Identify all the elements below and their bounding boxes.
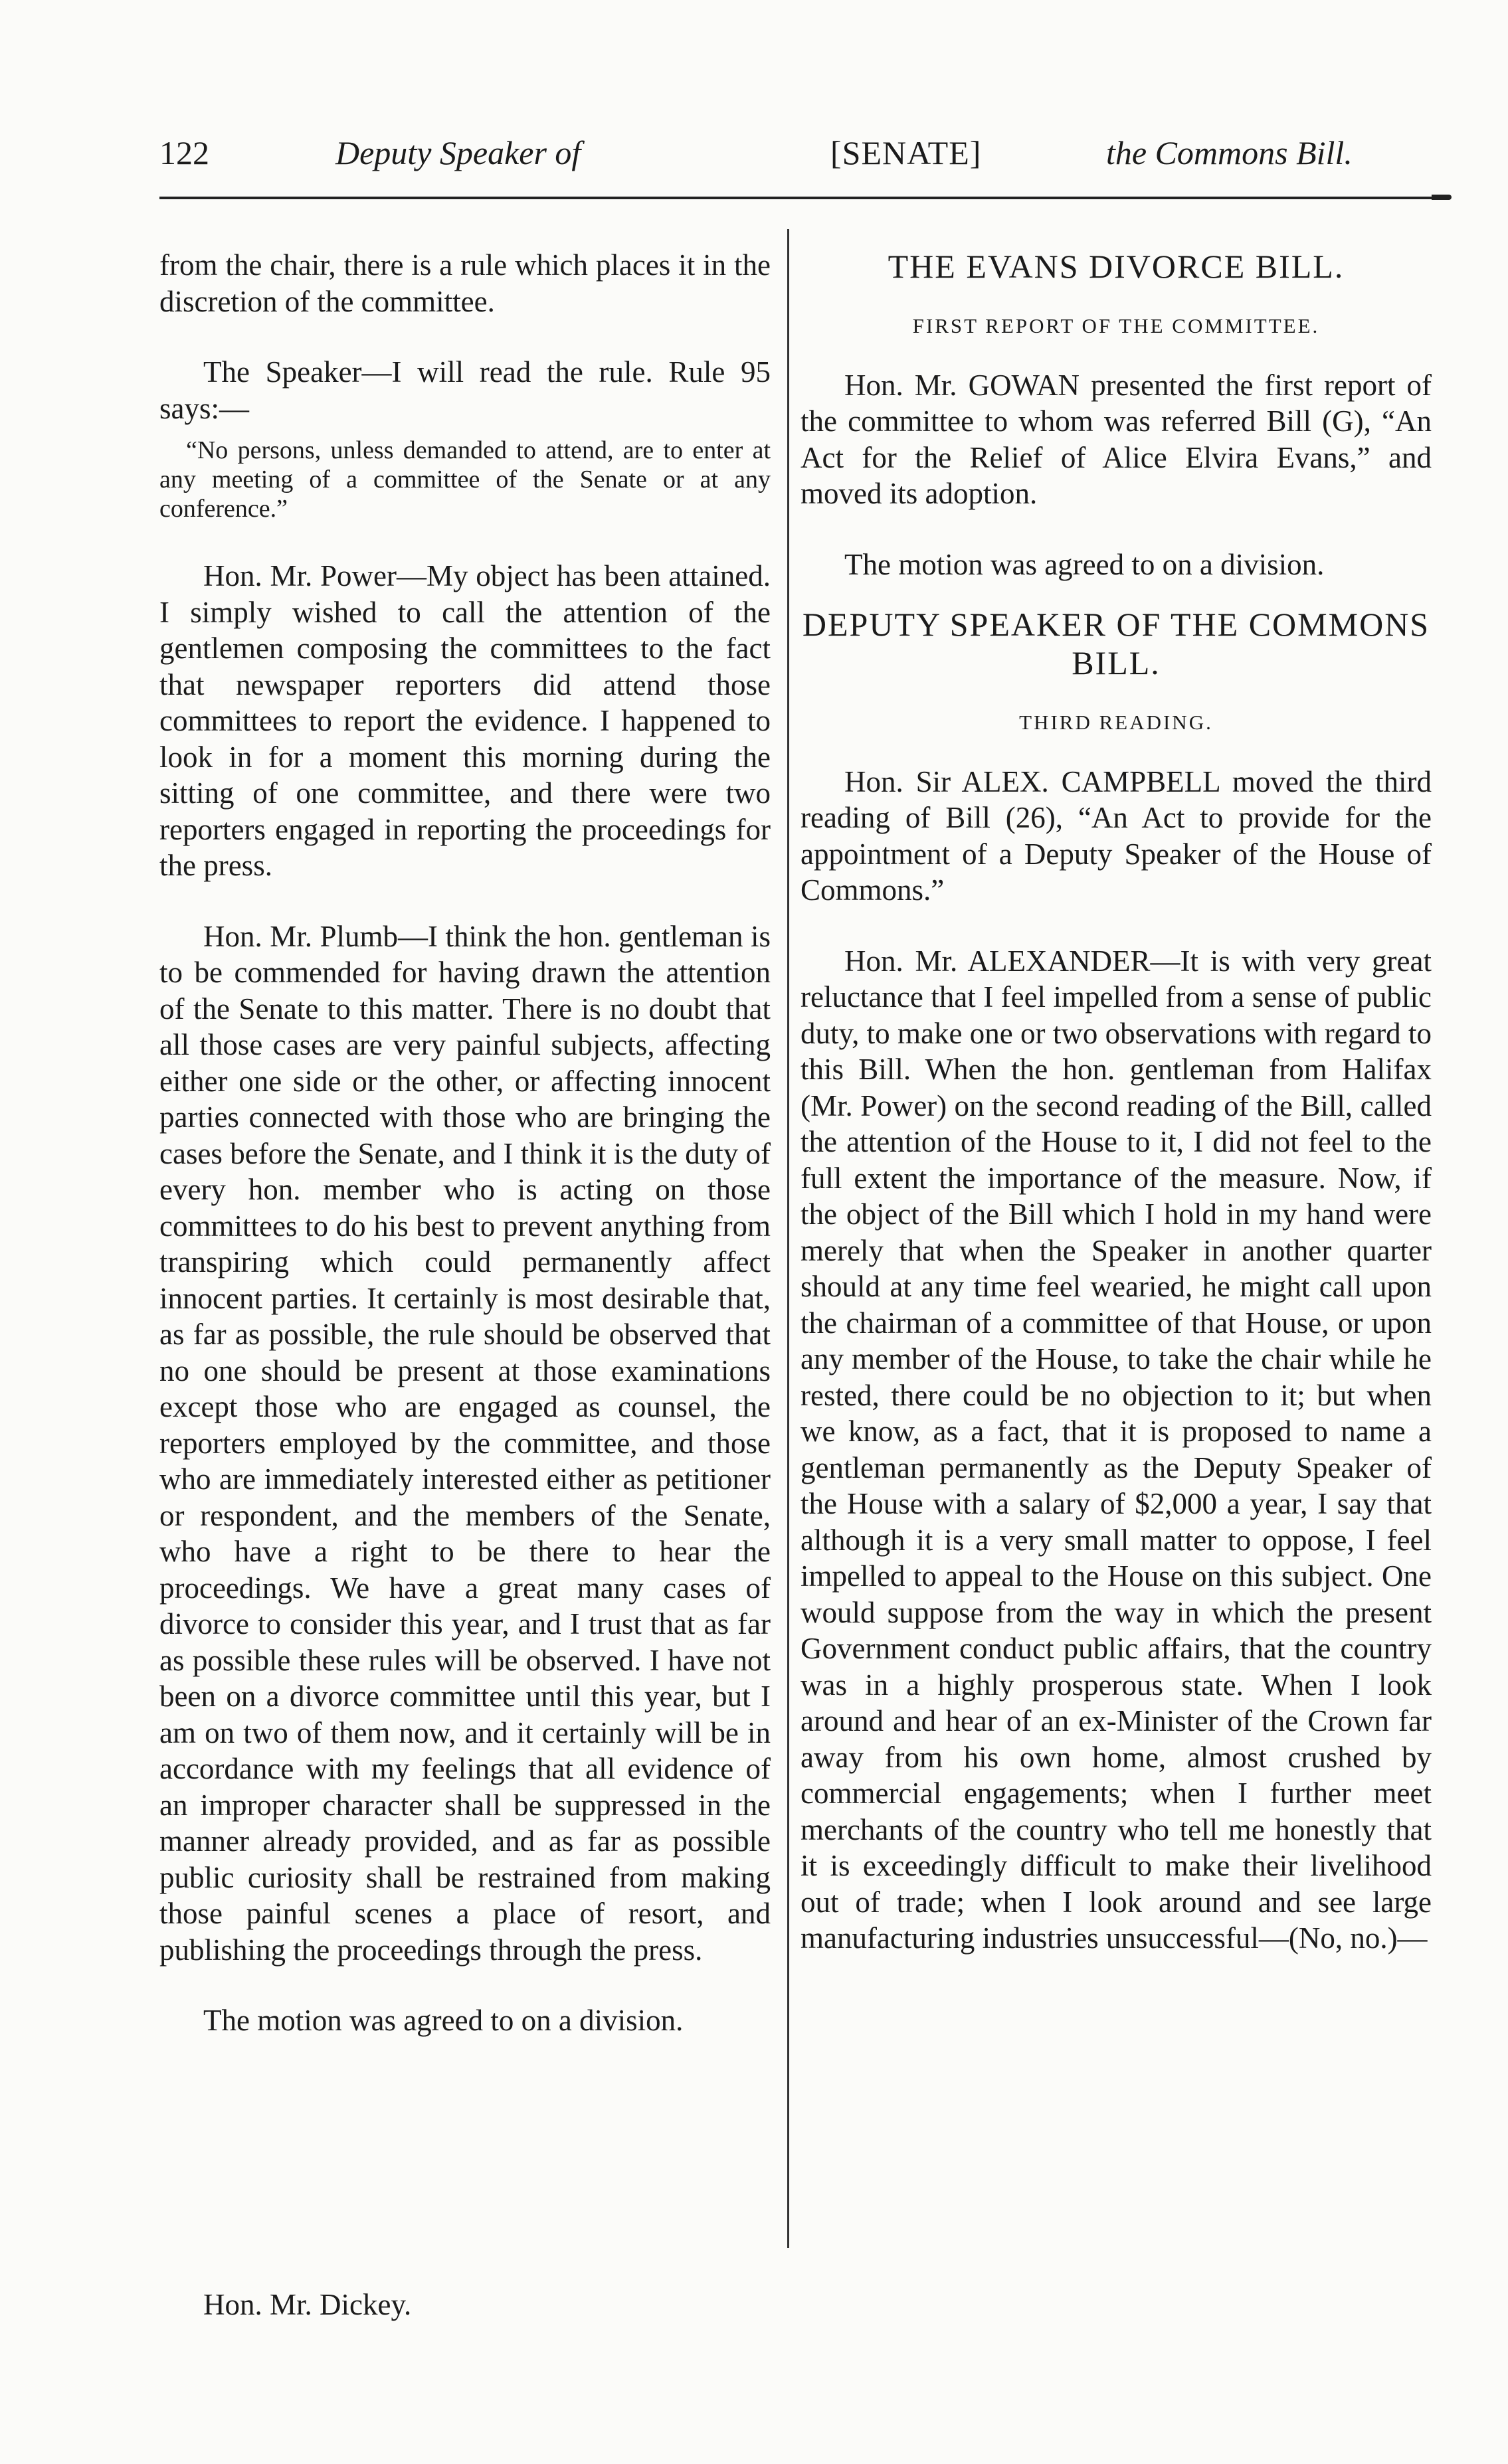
running-title-right: the Commons Bill. — [1106, 134, 1353, 171]
column-divider — [787, 229, 789, 2248]
paragraph: The motion was agreed to on a division. — [844, 547, 1325, 581]
paragraph: Hon. Mr. Power—My object has been attained. I simply wished to call the attention of the gentlemen composing the committees to the fact that newspaper reporters did attend those committees to report the evidence. I happened to look in for a moment this morning during the sitting of one committee, and there were two reporters engaged in reporting the proceedings for the press. — [159, 559, 771, 882]
paragraph: from the chair, there is a rule which places it in the discretion of the committee. — [159, 248, 771, 318]
running-header — [159, 126, 1422, 179]
paragraph: The motion was agreed to on a division. — [203, 2004, 684, 2037]
speaker-line: Hon. Mr. Dickey. — [203, 2288, 412, 2321]
rule-quote: “No persons, unless demanded to attend, are to enter at any meeting of a committee of the Senate or at any conference.” — [159, 436, 771, 523]
left-column — [159, 247, 771, 2039]
chamber-label: [SENATE] — [830, 134, 982, 171]
running-title-left: Deputy Speaker of — [335, 134, 581, 171]
section-heading: THE EVANS DIVORCE BILL. — [888, 248, 1345, 285]
page-number: 122 — [159, 134, 209, 171]
header-rule — [159, 197, 1432, 199]
paragraph: Hon. Mr. GOWAN presented the first report of the committee to whom was referred Bill (G), “An Act for the Relief of Alice Elvira Evans,” and moved its adoption. — [801, 368, 1432, 510]
header-rule-tip — [1432, 195, 1452, 200]
paragraph: The Speaker—I will read the rule. Rule 95 says:— — [159, 355, 771, 425]
paragraph: Hon. Mr. ALEXANDER—It is with very great reluctance that I feel impelled from a sense of public duty, to make one or two observations with regard to this Bill. When the hon. gentleman from Halifax (Mr. Power) on the second reading of the Bill, called the attention of the House to it, I did not feel to the full extent the importance of the measure. Now, if the object of the Bill which I hold in my hand were merely that when the Speaker in another quarter should at any time feel wearied, he might call upon the chairman of a committee of that House, or upon any member of the House, to take the chair while he rested, there could be no objection to it; but when we know, as a fact, that it is proposed to name a gentleman permanently as the Deputy Speaker of the House with a salary of $2,000 a year, I say that although it is a very small matter to oppose, I feel impelled to appeal to the House on this subject. One would suppose from the way in which the present Government conduct public affairs, that the country was in a highly prosperous state. When I look around and hear of an ex-Minister of the Crown far away from his own home, almost crushed by commercial engagements; when I further meet merchants of the country who tell me honestly that it is exceedingly difficult to make their livelihood out of trade; when I look around and see large manufacturing industries unsuccessful—(No, no.)— — [801, 944, 1432, 1955]
section-heading: DEPUTY SPEAKER OF THE COMMONS BILL. — [802, 606, 1430, 681]
right-column — [801, 247, 1432, 1957]
section-subheading: FIRST REPORT OF THE COMMITTEE. — [912, 314, 1320, 337]
section-subheading: THIRD READING. — [1019, 711, 1213, 734]
paragraph: Hon. Mr. Plumb—I think the hon. gentleman is to be commended for having drawn the attention of the Senate to this matter. There is no doubt that all those cases are very painful subjects, affecting either one side or the other, or affecting innocent parties connected with those who are bringing the cases before the Senate, and I think it is the duty of every hon. member who is acting on those committees to do his best to prevent anything from transpiring which could permanently affect innocent parties. It certainly is most desirable that, as far as possible, the rule should be observed that no one should be present at those examinations except those who are engaged as counsel, the reporters employed by the committee, and those who are immediately interested either as petitioner or respondent, and the members of the Senate, who have a right to be there to hear the proceedings. We have a great many cases of divorce to consider this year, and I trust that as far as possible these rules will be observed. I have not been on a divorce committee until this year, but I am on two of them now, and it certainly will be in accordance with my feelings that all evidence of an improper character shall be suppressed in the manner already provided, and as far as possible public curiosity shall be restrained from making those painful scenes a place of resort, and publishing the proceedings through the press. — [159, 919, 771, 1967]
paragraph: Hon. Sir ALEX. CAMPBELL moved the third reading of Bill (26), “An Act to provide for the appointment of a Deputy Speaker of the House of Commons.” — [801, 764, 1432, 907]
